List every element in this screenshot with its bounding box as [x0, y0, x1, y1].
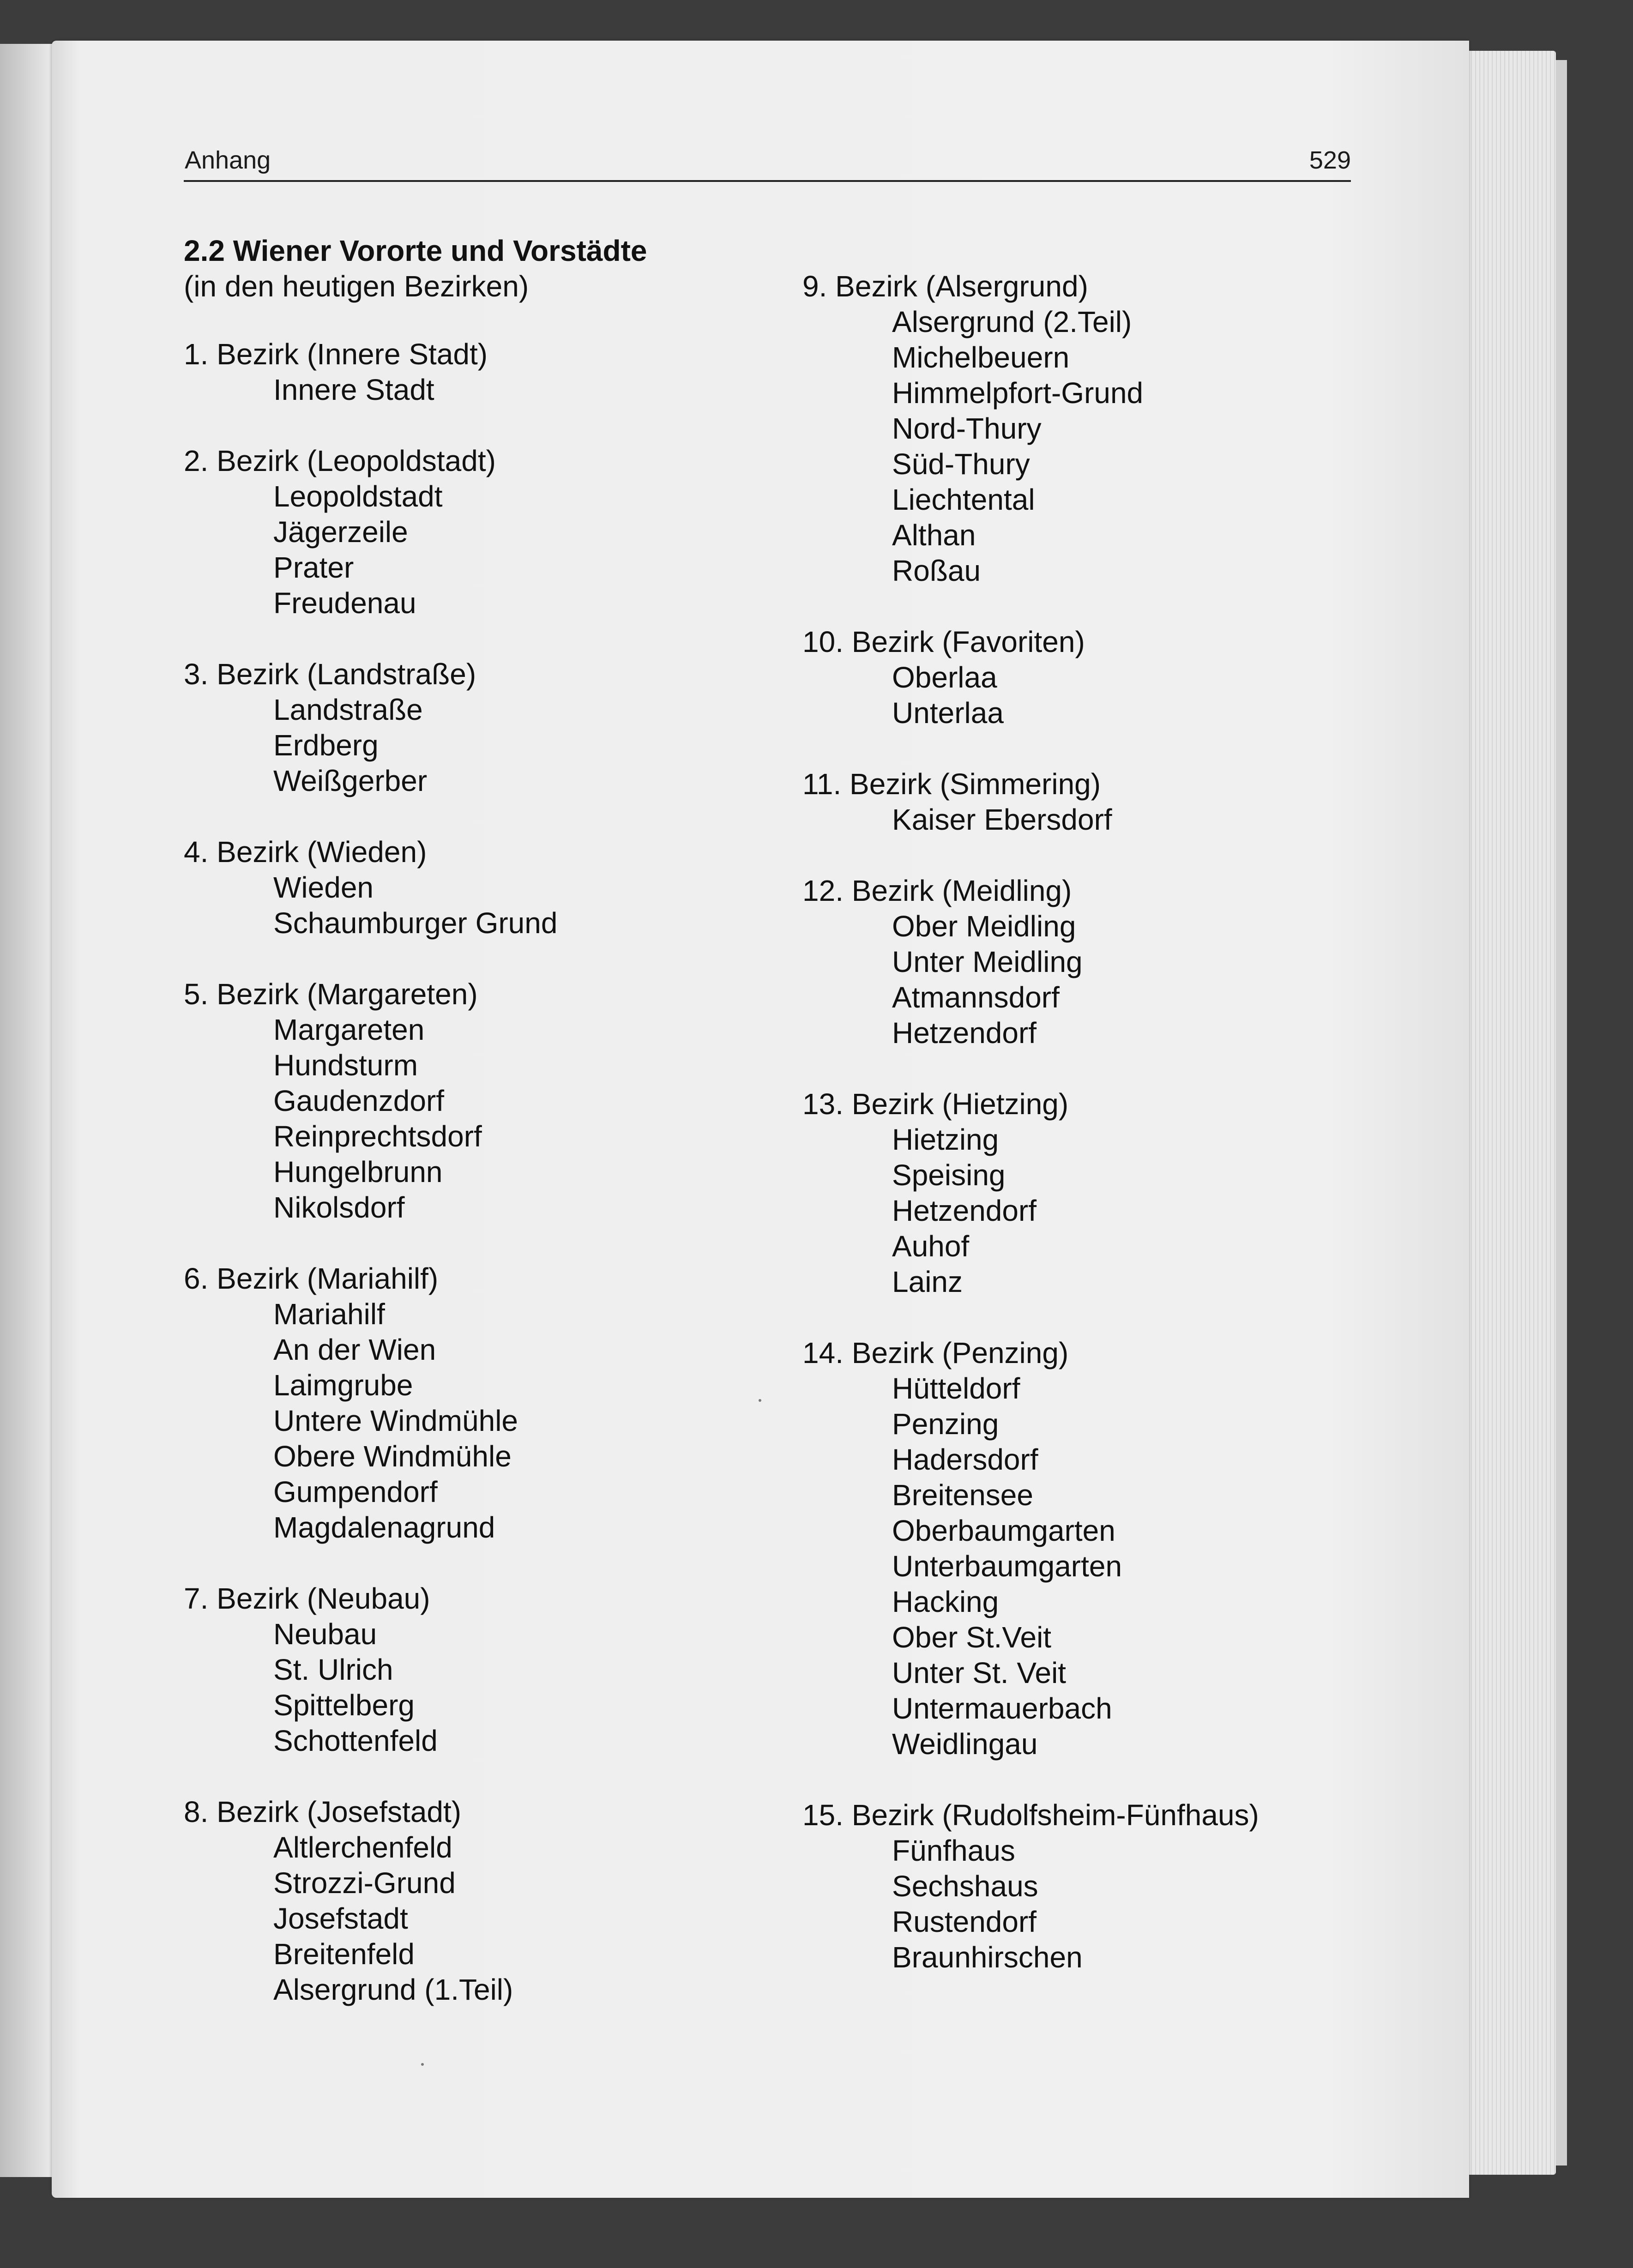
district-block: [802, 766, 1403, 838]
district-block: [184, 337, 784, 408]
place-name: Erdberg: [273, 729, 379, 762]
place-name: Unter St. Veit: [892, 1656, 1067, 1689]
place-name: Fünfhaus: [892, 1834, 1015, 1867]
place-name: Braunhirschen: [892, 1941, 1083, 1974]
place-name: Schottenfeld: [273, 1724, 438, 1757]
page-speck: [421, 2063, 424, 2066]
page-edges: [1468, 51, 1556, 2175]
section-subtitle: (in den heutigen Bezirken): [184, 270, 529, 303]
place-name: Breitenfeld: [273, 1937, 415, 1971]
place-name: Prater: [273, 551, 354, 584]
place-name: Althan: [892, 519, 976, 552]
place-name: Strozzi-Grund: [273, 1866, 456, 1900]
place-name: Liechtental: [892, 483, 1035, 516]
place-name: An der Wien: [273, 1333, 436, 1366]
place-name: Hetzendorf: [892, 1016, 1037, 1050]
district-block: [802, 624, 1403, 731]
place-name: Speising: [892, 1158, 1006, 1192]
place-name: Michelbeuern: [892, 341, 1070, 374]
district-title: 10. Bezirk (Favoriten): [802, 625, 1085, 658]
place-name: Ober St.Veit: [892, 1621, 1052, 1654]
district-title: 9. Bezirk (Alsergrund): [802, 270, 1088, 303]
place-name: Landstraße: [273, 693, 423, 726]
place-name: Lainz: [892, 1265, 963, 1298]
running-header: [184, 139, 1351, 182]
district-block: [184, 977, 784, 1225]
place-name: Wieden: [273, 871, 374, 904]
place-name: Alsergrund (1.Teil): [273, 1973, 513, 2006]
district-title: 13. Bezirk (Hietzing): [802, 1087, 1069, 1121]
place-name: Roßau: [892, 554, 981, 587]
place-name: Nord-Thury: [892, 412, 1042, 445]
place-name: Reinprechtsdorf: [273, 1120, 482, 1153]
place-name: Süd-Thury: [892, 447, 1030, 481]
place-name: Rustendorf: [892, 1905, 1037, 1938]
place-name: Alsergrund (2.Teil): [892, 305, 1132, 338]
place-name: Sechshaus: [892, 1870, 1038, 1903]
page-speck: [759, 1399, 761, 1402]
place-name: Neubau: [273, 1617, 377, 1651]
district-block: [184, 1794, 784, 2008]
place-name: Hungelbrunn: [273, 1155, 443, 1188]
place-name: Freudenau: [273, 586, 416, 620]
left-column: [184, 233, 784, 2043]
section-title: 2.2 Wiener Vororte und Vorstädte: [184, 234, 647, 267]
place-name: Magdalenagrund: [273, 1511, 495, 1544]
place-name: Hacking: [892, 1585, 999, 1618]
district-block: [184, 1261, 784, 1545]
place-name: Penzing: [892, 1407, 999, 1441]
place-name: Altlerchenfeld: [273, 1831, 452, 1864]
district-title: 3. Bezirk (Landstraße): [184, 657, 476, 691]
place-name: Jägerzeile: [273, 515, 408, 549]
district-block: [802, 1335, 1403, 1762]
district-title: 11. Bezirk (Simmering): [802, 767, 1101, 801]
place-name: Josefstadt: [273, 1902, 408, 1935]
place-name: Hetzendorf: [892, 1194, 1037, 1227]
place-name: Unterbaumgarten: [892, 1550, 1122, 1583]
place-name: Ober Meidling: [892, 910, 1076, 943]
place-name: Mariahilf: [273, 1297, 385, 1331]
district-block: [802, 1086, 1403, 1300]
page-edges-inner: [1556, 60, 1567, 2165]
district-block: [184, 834, 784, 941]
district-block: [184, 443, 784, 621]
right-district-list: [802, 269, 1403, 1975]
place-name: Atmannsdorf: [892, 981, 1060, 1014]
place-name: Unterlaa: [892, 696, 1004, 730]
district-title: 1. Bezirk (Innere Stadt): [184, 338, 488, 371]
place-name: Weißgerber: [273, 764, 428, 797]
right-column: [802, 269, 1403, 2011]
district-title: 6. Bezirk (Mariahilf): [184, 1262, 439, 1295]
district-title: 4. Bezirk (Wieden): [184, 835, 427, 869]
place-name: Margareten: [273, 1013, 425, 1046]
place-name: Obere Windmühle: [273, 1440, 512, 1473]
district-block: [802, 269, 1403, 589]
place-name: Nikolsdorf: [273, 1191, 405, 1224]
place-name: Spittelberg: [273, 1689, 415, 1722]
district-block: [184, 657, 784, 799]
district-title: 8. Bezirk (Josefstadt): [184, 1795, 462, 1828]
place-name: Untermauerbach: [892, 1692, 1112, 1725]
place-name: Schaumburger Grund: [273, 906, 558, 940]
place-name: Weidlingau: [892, 1727, 1038, 1761]
place-name: Untere Windmühle: [273, 1404, 518, 1437]
place-name: St. Ulrich: [273, 1653, 393, 1686]
place-name: Kaiser Ebersdorf: [892, 803, 1112, 836]
place-name: Hütteldorf: [892, 1372, 1020, 1405]
place-name: Gumpendorf: [273, 1475, 438, 1508]
place-name: Hietzing: [892, 1123, 999, 1156]
left-district-list: [184, 337, 784, 2008]
place-name: Oberbaumgarten: [892, 1514, 1115, 1547]
place-name: Hadersdorf: [892, 1443, 1038, 1476]
district-title: 12. Bezirk (Meidling): [802, 874, 1072, 907]
place-name: Auhof: [892, 1230, 970, 1263]
place-name: Laimgrube: [273, 1369, 413, 1402]
place-name: Gaudenzdorf: [273, 1084, 445, 1117]
district-title: 2. Bezirk (Leopoldstadt): [184, 444, 496, 477]
district-title: 5. Bezirk (Margareten): [184, 977, 478, 1011]
place-name: Leopoldstadt: [273, 480, 443, 513]
district-title: 7. Bezirk (Neubau): [184, 1582, 430, 1615]
place-name: Breitensee: [892, 1478, 1033, 1512]
district-title: 15. Bezirk (Rudolfsheim-Fünfhaus): [802, 1798, 1259, 1832]
place-name: Himmelpfort-Grund: [892, 376, 1144, 410]
district-block: [802, 873, 1403, 1051]
district-title: 14. Bezirk (Penzing): [802, 1336, 1069, 1369]
place-name: Unter Meidling: [892, 945, 1083, 978]
district-block: [184, 1581, 784, 1759]
place-name: Oberlaa: [892, 661, 997, 694]
district-block: [802, 1798, 1403, 1975]
place-name: Innere Stadt: [273, 373, 434, 406]
running-header-title: Anhang: [185, 146, 271, 174]
page-number: 529: [1309, 146, 1351, 174]
place-name: Hundsturm: [273, 1049, 418, 1082]
